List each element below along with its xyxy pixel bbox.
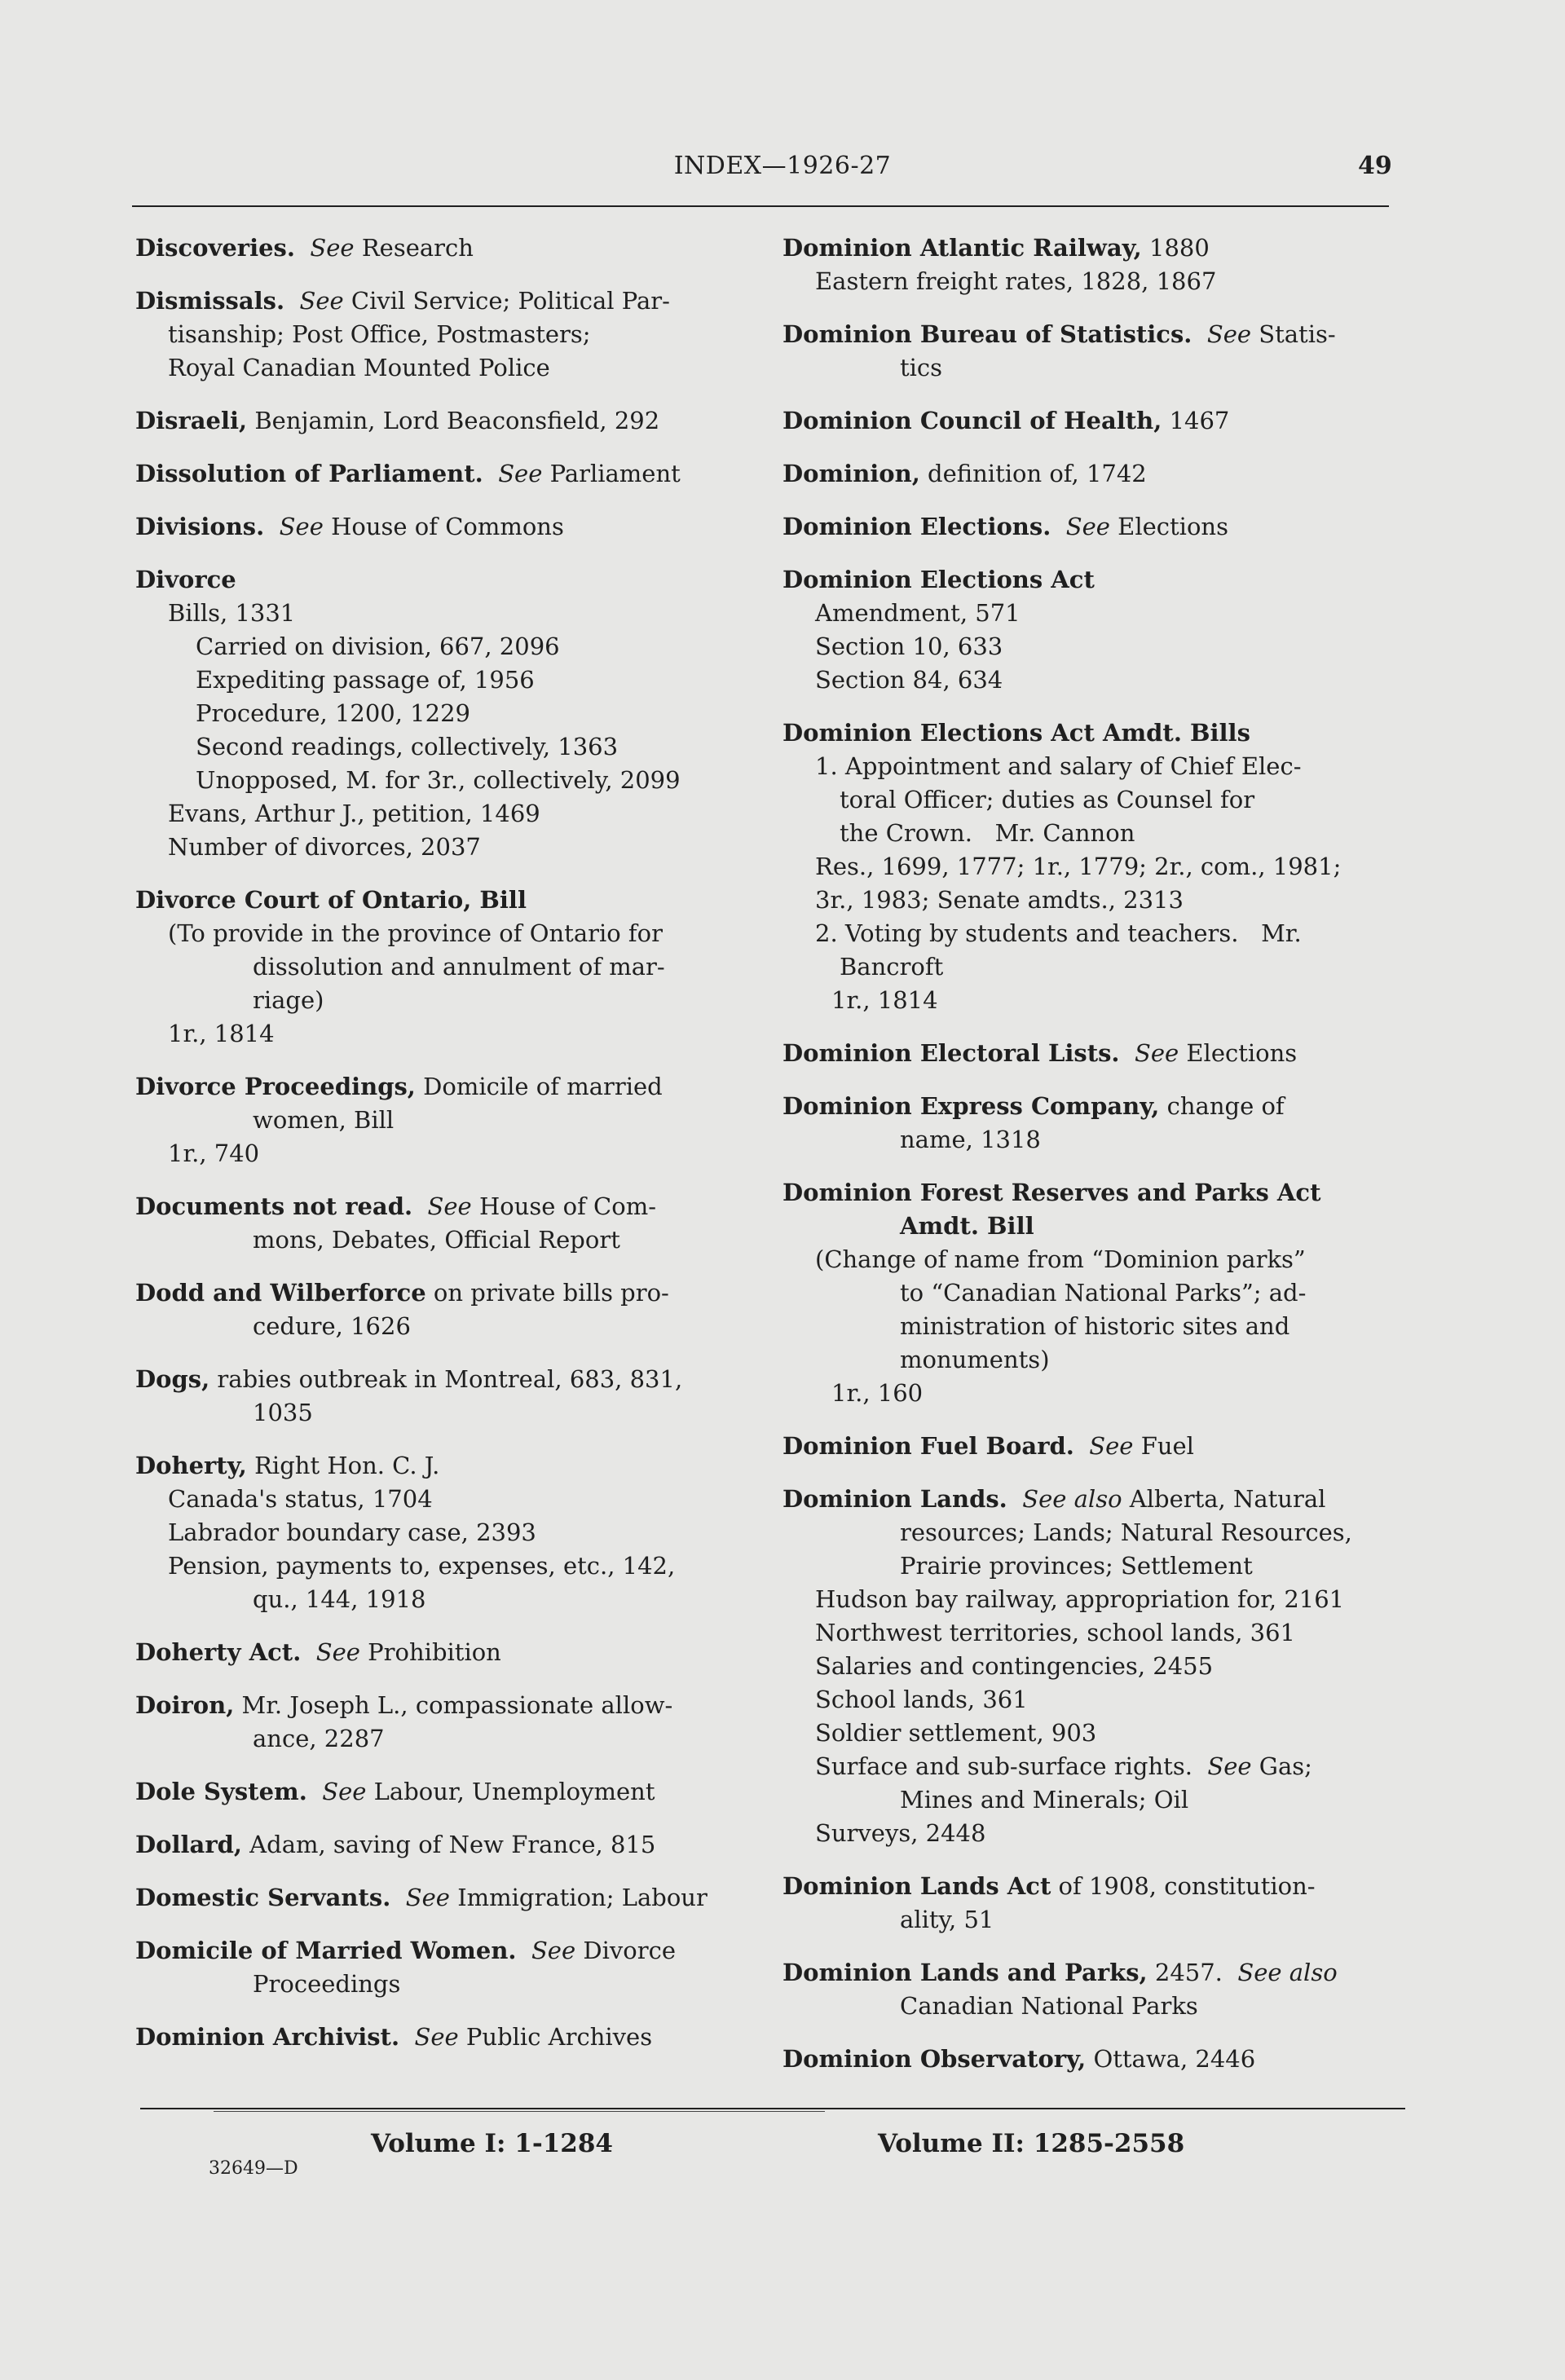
index-text: Labour, Unemployment — [366, 1778, 655, 1805]
index-entry-divorce — [135, 563, 755, 864]
index-line — [782, 457, 1402, 491]
index-line — [782, 1090, 1402, 1123]
index-entry-dominion-def — [782, 457, 1402, 491]
index-line — [135, 1968, 755, 2001]
index-text: Gas; — [1251, 1752, 1312, 1780]
page-number: 49 — [1358, 152, 1392, 180]
index-text — [517, 1937, 531, 1964]
index-line — [782, 404, 1402, 438]
index-entry-archivist — [135, 2021, 755, 2054]
index-entry-divisions — [135, 510, 755, 544]
index-line — [135, 1137, 755, 1170]
index-line — [135, 1363, 755, 1396]
index-text: Immigration; Labour — [449, 1884, 708, 1911]
index-text: mons, Debates, Official Report — [253, 1226, 620, 1254]
index-line — [135, 318, 755, 351]
index-line — [135, 563, 755, 597]
index-line — [782, 1903, 1402, 1937]
see-reference: See — [299, 287, 344, 315]
index-text: 1r., 1814 — [831, 986, 938, 1014]
index-entry-observatory — [782, 2043, 1402, 2076]
index-entry-dodd — [135, 1276, 755, 1343]
index-entry-dole — [135, 1775, 755, 1809]
index-text: Number of divorces, 2037 — [168, 833, 481, 861]
index-term: Dominion Bureau of Statistics. — [782, 320, 1192, 348]
index-line — [135, 797, 755, 831]
index-term: Dollard, — [135, 1831, 242, 1858]
index-line — [135, 1449, 755, 1483]
index-text: House of Commons — [323, 513, 564, 540]
index-text: Public Archives — [458, 2023, 653, 2051]
index-line — [782, 1990, 1402, 2023]
index-entry-council-health — [782, 404, 1402, 438]
index-text: Salaries and contingencies, 2455 — [815, 1652, 1214, 1680]
index-line — [782, 1583, 1402, 1616]
right-index-column — [782, 231, 1402, 2076]
index-text: monuments) — [900, 1346, 1050, 1373]
index-line — [782, 850, 1402, 884]
see-reference: See — [310, 234, 355, 262]
index-line — [135, 1636, 755, 1669]
index-text: Elections — [1109, 513, 1228, 540]
index-text: to “Canadian National Parks”; ad- — [900, 1279, 1307, 1307]
index-term: Amdt. Bill — [900, 1212, 1034, 1240]
index-line — [782, 231, 1402, 265]
index-line — [135, 884, 755, 917]
index-term: Domestic Servants. — [135, 1884, 391, 1911]
index-line — [782, 1616, 1402, 1650]
index-text: Unopposed, M. for 3r., collectively, 2099 — [196, 766, 681, 794]
index-line — [782, 950, 1402, 984]
see-reference: See — [1089, 1432, 1134, 1460]
index-line — [135, 764, 755, 797]
index-line — [135, 1828, 755, 1862]
index-line — [135, 1017, 755, 1051]
index-text: rabies outbreak in Montreal, 683, 831, — [209, 1365, 683, 1393]
index-term: Disraeli, — [135, 407, 248, 434]
index-line — [782, 750, 1402, 783]
index-line — [135, 1516, 755, 1549]
see-reference: See — [1134, 1039, 1179, 1067]
index-line — [135, 1934, 755, 1968]
index-entry-elections — [782, 510, 1402, 544]
index-term: Divorce Court of Ontario, Bill — [135, 886, 527, 914]
index-text: Second readings, collectively, 1363 — [196, 733, 619, 760]
index-line — [135, 284, 755, 318]
index-term: Dominion Archivist. — [135, 2023, 400, 2051]
index-entry-domestic — [135, 1881, 755, 1915]
index-text: resources; Lands; Natural Resources, — [900, 1518, 1352, 1546]
index-term: Domicile of Married Women. — [135, 1937, 517, 1964]
index-line — [782, 597, 1402, 630]
index-line — [782, 1750, 1402, 1783]
index-text: Pension, payments to, expenses, etc., 142, — [168, 1552, 676, 1580]
index-text: 1r., 160 — [831, 1379, 924, 1407]
see-reference: See — [1206, 320, 1252, 348]
index-text: Expediting passage of, 1956 — [196, 666, 535, 694]
index-text: Royal Canadian Mounted Police — [168, 354, 550, 381]
index-text — [412, 1192, 427, 1220]
index-text: Soldier settlement, 903 — [815, 1719, 1097, 1747]
index-text: 1467 — [1162, 407, 1230, 434]
see-reference: See — [322, 1778, 367, 1805]
index-term: Dominion Observatory, — [782, 2045, 1087, 2073]
index-entry-doherty-act — [135, 1636, 755, 1669]
index-text — [1007, 1485, 1022, 1513]
index-entry-dogs — [135, 1363, 755, 1430]
index-text: Elections — [1179, 1039, 1298, 1067]
index-text: riage) — [253, 986, 324, 1014]
index-text: Bills, 1331 — [168, 599, 296, 627]
index-text: Res., 1699, 1777; 1r., 1779; 2r., com., 1981; — [815, 853, 1342, 880]
index-term: Dominion Forest Reserves and Parks Act — [782, 1179, 1321, 1206]
index-text: Adam, saving of New France, 815 — [241, 1831, 656, 1858]
index-text: Prairie provinces; Settlement — [900, 1552, 1253, 1580]
index-line — [782, 783, 1402, 817]
index-text — [284, 287, 299, 315]
index-line — [782, 663, 1402, 697]
index-term: Doherty, — [135, 1452, 247, 1479]
see-reference: See — [405, 1884, 450, 1911]
page-title: INDEX—1926-27 — [673, 152, 892, 180]
index-line — [135, 663, 755, 697]
index-text: Alberta, Natural — [1122, 1485, 1326, 1513]
index-line — [135, 2021, 755, 2054]
index-line — [782, 1783, 1402, 1817]
index-line — [135, 1396, 755, 1430]
index-line — [782, 1956, 1402, 1990]
index-text: ance, 2287 — [253, 1725, 385, 1752]
index-line — [135, 1549, 755, 1583]
index-term: Dominion Elections Act — [782, 566, 1095, 593]
index-line — [782, 1650, 1402, 1683]
index-term: Dole System. — [135, 1778, 307, 1805]
index-text: Evans, Arthur J., petition, 1469 — [168, 800, 540, 827]
index-text: Mr. Joseph L., compassionate allow- — [234, 1691, 673, 1719]
index-term: Discoveries. — [135, 234, 295, 262]
index-line — [135, 1881, 755, 1915]
see-reference: See — [1207, 1752, 1252, 1780]
index-line — [135, 1775, 755, 1809]
index-text: School lands, 361 — [815, 1686, 1028, 1713]
index-line — [135, 917, 755, 950]
index-text: 3r., 1983; Senate amdts., 2313 — [815, 886, 1184, 914]
index-text: women, Bill — [253, 1106, 395, 1134]
index-term: Documents not read. — [135, 1192, 413, 1220]
index-text: tics — [900, 354, 943, 381]
volume-one-range: Volume I: 1-1284 — [371, 2129, 613, 2158]
index-text: definition of, 1742 — [919, 460, 1147, 487]
index-term: Dismissals. — [135, 287, 285, 315]
index-line — [782, 351, 1402, 385]
index-text: 1035 — [253, 1399, 313, 1426]
index-line — [135, 1583, 755, 1616]
see-reference: See — [414, 2023, 459, 2051]
index-text: Statis- — [1251, 320, 1336, 348]
index-text: House of Com- — [471, 1192, 656, 1220]
index-text: 1. Appointment and salary of Chief Elec- — [815, 752, 1302, 780]
index-term: Dodd and Wilberforce — [135, 1279, 426, 1307]
index-text: of 1908, constitution- — [1051, 1872, 1316, 1900]
index-line — [782, 1483, 1402, 1516]
index-text: Ottawa, 2446 — [1086, 2045, 1256, 2073]
see-reference: See — [315, 1638, 360, 1666]
index-text: 2. Voting by students and teachers. Mr. — [815, 919, 1302, 947]
index-text: Prohibition — [359, 1638, 501, 1666]
index-line — [782, 1243, 1402, 1276]
index-entry-atlantic-railway — [782, 231, 1402, 298]
index-text — [1120, 1039, 1135, 1067]
index-text: 2457. — [1147, 1959, 1238, 1986]
index-text: name, 1318 — [900, 1126, 1041, 1153]
index-entry-divorce-proceedings — [135, 1070, 755, 1170]
see-reference: See — [498, 460, 543, 487]
index-line — [135, 597, 755, 630]
index-term: Dominion Council of Health, — [782, 407, 1162, 434]
index-entry-doherty — [135, 1449, 755, 1616]
index-text: on private bills pro- — [425, 1279, 669, 1307]
index-line — [782, 817, 1402, 850]
index-text: Section 84, 634 — [815, 666, 1003, 694]
index-entry-electoral-lists — [782, 1037, 1402, 1070]
index-text: Fuel — [1133, 1432, 1194, 1460]
index-text: change of — [1159, 1092, 1285, 1120]
index-text: Canada's status, 1704 — [168, 1485, 433, 1513]
index-line — [135, 1104, 755, 1137]
index-term: Doiron, — [135, 1691, 235, 1719]
index-line — [135, 1276, 755, 1310]
index-line — [135, 831, 755, 864]
index-term: Dominion, — [782, 460, 920, 487]
index-entry-elections-act-amdt — [782, 716, 1402, 1017]
index-entry-bureau-statistics — [782, 318, 1402, 385]
index-line — [135, 1070, 755, 1104]
index-text: (To provide in the province of Ontario for — [168, 919, 663, 947]
index-line — [135, 984, 755, 1017]
index-text: tisanship; Post Office, Postmasters; — [168, 320, 591, 348]
index-text: (Change of name from “Dominion parks” — [815, 1245, 1306, 1273]
index-text: Civil Service; Political Par- — [343, 287, 670, 315]
see-reference: See — [531, 1937, 576, 1964]
index-text: 1880 — [1141, 234, 1210, 262]
index-line — [782, 1817, 1402, 1850]
index-text: ality, 51 — [900, 1906, 994, 1933]
see-reference: See — [1065, 513, 1110, 540]
index-text — [1074, 1432, 1089, 1460]
index-term: Dominion Electoral Lists. — [782, 1039, 1120, 1067]
index-line — [782, 1549, 1402, 1583]
index-text — [264, 513, 279, 540]
index-line — [782, 1310, 1402, 1343]
index-text: Amendment, 571 — [815, 599, 1021, 627]
index-entry-lands-act — [782, 1870, 1402, 1937]
index-line — [135, 1483, 755, 1516]
index-text: Surface and sub-surface rights. — [815, 1752, 1208, 1780]
index-text: 1r., 740 — [168, 1139, 260, 1167]
index-entry-lands-parks — [782, 1956, 1402, 2023]
index-term: Dogs, — [135, 1365, 210, 1393]
index-line — [782, 1037, 1402, 1070]
index-entry-fuel-board — [782, 1430, 1402, 1463]
index-text: Right Hon. C. J. — [246, 1452, 440, 1479]
index-line — [135, 231, 755, 265]
index-text: Eastern freight rates, 1828, 1867 — [815, 267, 1217, 295]
index-line — [782, 563, 1402, 597]
index-text: ministration of historic sites and — [900, 1312, 1290, 1340]
index-entry-dissolution — [135, 457, 755, 491]
index-line — [782, 1176, 1402, 1210]
see-reference: See — [279, 513, 324, 540]
index-text: Divorce — [575, 1937, 676, 1964]
index-text: toral Officer; duties as Counsel for — [840, 786, 1255, 813]
index-text: the Crown. Mr. Cannon — [840, 819, 1135, 847]
index-term: Dominion Elections Act Amdt. Bills — [782, 719, 1250, 747]
index-line — [782, 917, 1402, 950]
index-line — [782, 510, 1402, 544]
index-text: Bancroft — [840, 953, 944, 981]
index-text: Carried on division, 667, 2096 — [196, 632, 560, 660]
index-text: cedure, 1626 — [253, 1312, 411, 1340]
index-entry-dollard — [135, 1828, 755, 1862]
index-text — [390, 1884, 405, 1911]
index-line — [782, 318, 1402, 351]
index-text — [483, 460, 498, 487]
index-entry-domicile — [135, 1934, 755, 2001]
index-text: Labrador boundary case, 2393 — [168, 1518, 536, 1546]
index-term: Divisions. — [135, 513, 265, 540]
index-text — [399, 2023, 414, 2051]
index-text: Northwest territories, school lands, 361 — [815, 1619, 1296, 1646]
index-line — [135, 1310, 755, 1343]
index-text: qu., 144, 1918 — [253, 1585, 426, 1613]
index-line — [782, 1343, 1402, 1377]
index-line — [782, 1210, 1402, 1243]
index-term: Dominion Atlantic Railway, — [782, 234, 1142, 262]
index-line — [782, 1516, 1402, 1549]
index-term: Divorce Proceedings, — [135, 1073, 416, 1100]
index-text: Parliament — [542, 460, 681, 487]
header-rule — [132, 205, 1389, 207]
index-text: Hudson bay railway, appropriation for, 2161 — [815, 1585, 1345, 1613]
index-line — [782, 2043, 1402, 2076]
see-reference: See also — [1237, 1959, 1338, 1986]
index-term: Divorce — [135, 566, 236, 593]
index-entry-disraeli — [135, 404, 755, 438]
index-entry-lands — [782, 1483, 1402, 1850]
index-entry-dismissals — [135, 284, 755, 385]
index-entry-forest-reserves — [782, 1176, 1402, 1410]
see-reference: See — [427, 1192, 472, 1220]
index-text: Domicile of married — [415, 1073, 663, 1100]
index-line — [782, 630, 1402, 663]
index-term: Dissolution of Parliament. — [135, 460, 483, 487]
index-line — [135, 950, 755, 984]
index-line — [782, 1276, 1402, 1310]
index-term: Dominion Lands. — [782, 1485, 1007, 1513]
index-entry-doiron — [135, 1689, 755, 1756]
footer-rule-secondary — [214, 2111, 825, 2112]
index-term: Dominion Fuel Board. — [782, 1432, 1074, 1460]
index-line — [782, 1683, 1402, 1717]
index-text — [1192, 320, 1206, 348]
index-line — [135, 630, 755, 663]
index-text: Canadian National Parks — [900, 1992, 1198, 2020]
index-text: Research — [354, 234, 474, 262]
index-line — [135, 1689, 755, 1722]
index-entry-divorce-court — [135, 884, 755, 1051]
index-line — [135, 404, 755, 438]
index-text — [307, 1778, 322, 1805]
index-line — [135, 510, 755, 544]
index-text: 1r., 1814 — [168, 1020, 275, 1047]
left-index-column — [135, 231, 755, 2054]
index-text: Procedure, 1200, 1229 — [196, 699, 470, 727]
index-line — [782, 265, 1402, 298]
index-line — [135, 351, 755, 385]
index-text — [301, 1638, 315, 1666]
index-entry-express — [782, 1090, 1402, 1157]
index-line — [135, 1722, 755, 1756]
index-line — [135, 1223, 755, 1257]
index-line — [135, 1190, 755, 1223]
index-term: Dominion Express Company, — [782, 1092, 1160, 1120]
print-code: 32649—D — [209, 2158, 298, 2179]
index-text — [295, 234, 310, 262]
index-line — [135, 457, 755, 491]
index-line — [782, 1870, 1402, 1903]
index-line — [135, 730, 755, 764]
index-entry-elections-act — [782, 563, 1402, 697]
index-text: dissolution and annulment of mar- — [253, 953, 665, 981]
see-reference: See also — [1022, 1485, 1122, 1513]
index-line — [782, 1377, 1402, 1410]
index-line — [135, 697, 755, 730]
index-term: Doherty Act. — [135, 1638, 302, 1666]
index-entry-discoveries — [135, 231, 755, 265]
index-text: Section 10, 633 — [815, 632, 1003, 660]
index-entry-documents — [135, 1190, 755, 1257]
index-text: Proceedings — [253, 1970, 401, 1998]
index-line — [782, 716, 1402, 750]
index-term: Dominion Lands and Parks, — [782, 1959, 1148, 1986]
index-text: Mines and Minerals; Oil — [900, 1786, 1189, 1814]
index-term: Dominion Lands Act — [782, 1872, 1051, 1900]
index-text: Benjamin, Lord Beaconsfield, 292 — [247, 407, 660, 434]
index-line — [782, 984, 1402, 1017]
index-line — [782, 1717, 1402, 1750]
index-text — [1051, 513, 1065, 540]
index-term: Dominion Elections. — [782, 513, 1051, 540]
index-text: Surveys, 2448 — [815, 1819, 986, 1847]
volume-two-range: Volume II: 1285-2558 — [878, 2129, 1185, 2158]
footer-rule — [140, 2108, 1405, 2109]
index-line — [782, 1123, 1402, 1157]
index-line — [782, 1430, 1402, 1463]
index-line — [782, 884, 1402, 917]
